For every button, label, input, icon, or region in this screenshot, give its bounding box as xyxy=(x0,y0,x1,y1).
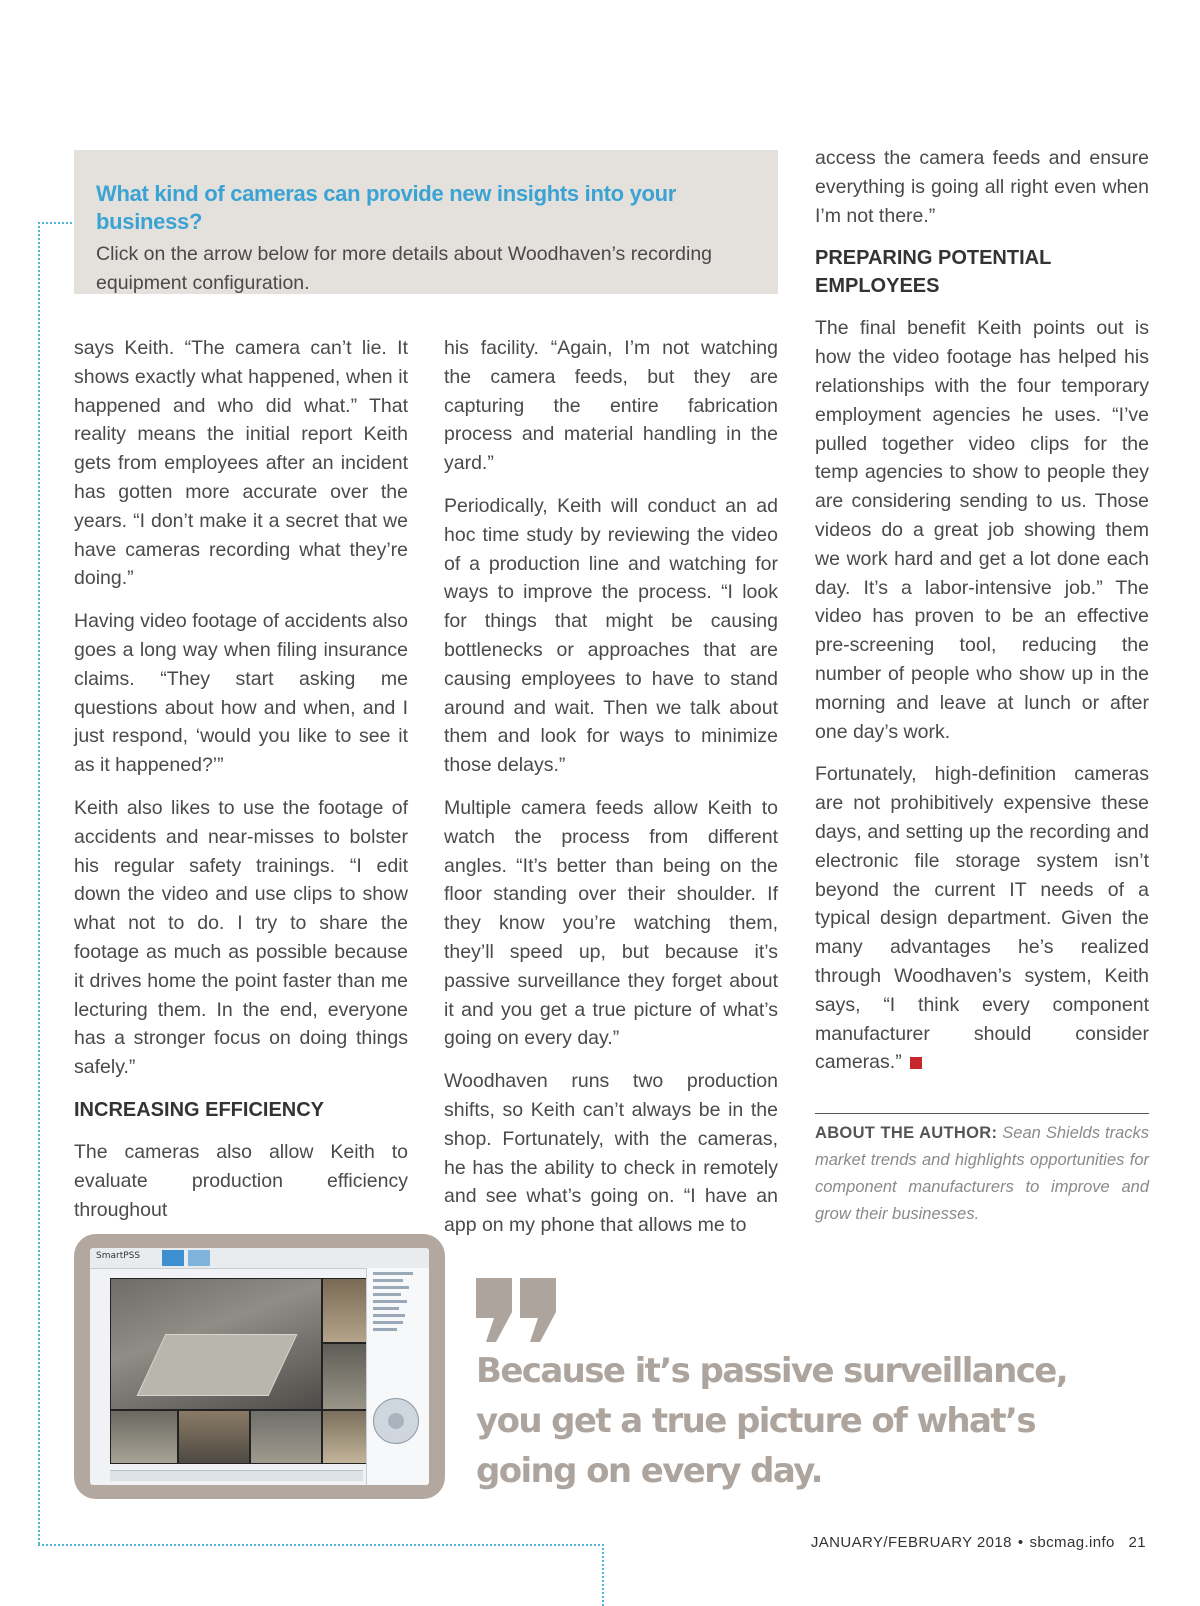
end-mark-icon xyxy=(910,1057,922,1069)
dotted-guide-left xyxy=(38,222,40,1544)
author-text: Sean Shields tracks market trends and highlights opportunities for component manufacturers to improve and grow their businesses. xyxy=(815,1124,1149,1224)
paragraph: Keith also likes to use the footage of accidents and near-misses to bolster his regular safety trainings. “I edit down the video and use clips to show what not to do. I try to share the footage as much as possible because it drives home the point faster than me lecturing them. In the end, everyone has a stronger focus on doing things safely.” xyxy=(74,796,408,1079)
callout-box[interactable] xyxy=(74,150,778,294)
camera-feed xyxy=(250,1410,322,1464)
bullet-separator: • xyxy=(1017,1534,1024,1551)
ptz-control-icon xyxy=(373,1398,419,1444)
page-footer xyxy=(811,1534,1146,1551)
article-column-1 xyxy=(74,334,408,1238)
section-heading: INCREASING EFFICIENCY xyxy=(74,1098,325,1121)
software-brand: SmartPSS xyxy=(96,1251,141,1261)
camera-feed xyxy=(110,1410,178,1464)
section-heading: PREPARING POTENTIAL EMPLOYEES xyxy=(815,247,1051,298)
device-tree-panel xyxy=(366,1268,429,1485)
dotted-guide-bottom xyxy=(38,1544,604,1546)
site-link[interactable]: sbcmag.info xyxy=(1029,1534,1115,1551)
surveillance-software-photo xyxy=(74,1234,445,1499)
playback-bar xyxy=(110,1470,363,1481)
article-column-3 xyxy=(815,144,1149,1228)
dotted-guide-bottom-vertical xyxy=(602,1544,604,1606)
article-column-2 xyxy=(444,334,778,1254)
paragraph: Woodhaven runs two production shifts, so Keith can’t always be in the shop. Fortunately, with the cameras, he has the ability to check in remotely and see what’s going on. “I have an app on my phone that allows me to xyxy=(444,1070,778,1237)
paragraph: Having video footage of accidents also goes a long way when filing insurance claims. “They start asking me questions about how and when, and I just respond, ‘would you like to see it as it happened?’” xyxy=(74,610,408,777)
toolbar-tab-icon xyxy=(162,1250,184,1266)
camera-feed-main xyxy=(110,1278,322,1410)
camera-feed xyxy=(178,1410,250,1464)
author-label: ABOUT THE AUTHOR: xyxy=(815,1124,998,1143)
callout-text: Click on the arrow below for more details about Woodhaven’s recording equipment configuration. xyxy=(96,243,713,294)
paragraph: Multiple camera feeds allow Keith to watch the process from different angles. “It’s better than being on the floor standing over their shoulder. If they know you’re watching them, they’ll speed up, but because it’s passive surveillance they forget about it and you get a true picture of what’s going on every day.” xyxy=(444,796,778,1050)
pull-quote: Because it’s passive surveillance, you get a true picture of what’s going on every day. xyxy=(476,1351,1068,1491)
paragraph xyxy=(815,760,1149,1077)
paragraph: says Keith. “The camera can’t lie. It shows exactly what happened, when it happened and who did what.” That reality means the initial report Keith gets from employees after an incident has gotten more accurate over the years. “I don’t make it a secret that we have cameras recording what they’re doing.” xyxy=(74,337,408,590)
paragraph-text: Fortunately, high-definition cameras are not prohibitively expensive these days, and setting up the recording and electronic file storage system isn’t beyond the current IT needs of a typical design department. Given the many advantages he’s realized through Woodhaven’s system, Keith says, “I think every component manufacturer should consider cameras.” xyxy=(815,763,1149,1074)
paragraph: The final benefit Keith points out is how the video footage has helped his relationships with the four temporary employment agencies he uses. “I’ve pulled together video clips for the temp agencies to show to people they are considering sending to us. Those videos do a great job showing them we work hard and get a lot done each day. It’s a labor-intensive job.” The video has proven to be an effective pre-screening tool, reducing the number of people who show up in the morning and leave at lunch or after one day’s work. xyxy=(815,317,1149,743)
dotted-guide-top xyxy=(38,222,72,224)
software-toolbar xyxy=(90,1248,429,1269)
truss-table-shape xyxy=(137,1334,298,1396)
page-number: 21 xyxy=(1128,1534,1146,1551)
paragraph: Periodically, Keith will conduct an ad hoc time study by reviewing the video of a production line and watching for ways to improve the process. “I look for things that might be causing bottlenecks or approaches that are causing employees to have to stand around and wait. Then we talk about them and look for ways to minimize those delays.” xyxy=(444,494,778,777)
quote-mark-icon xyxy=(476,1278,560,1342)
paragraph: access the camera feeds and ensure everything is going all right even when I’m not there.” xyxy=(815,147,1149,227)
toolbar-tab-icon xyxy=(188,1250,210,1266)
author-bio xyxy=(815,1113,1149,1228)
paragraph: The cameras also allow Keith to evaluate production efficiency throughout xyxy=(74,1140,408,1221)
software-screen xyxy=(90,1248,429,1485)
callout-question: What kind of cameras can provide new insights into your business? xyxy=(96,181,677,234)
paragraph: his facility. “Again, I’m not watching the camera feeds, but they are capturing the entire fabrication process and material handling in the yard.” xyxy=(444,337,778,475)
issue-date: JANUARY/FEBRUARY 2018 xyxy=(810,1534,1012,1551)
